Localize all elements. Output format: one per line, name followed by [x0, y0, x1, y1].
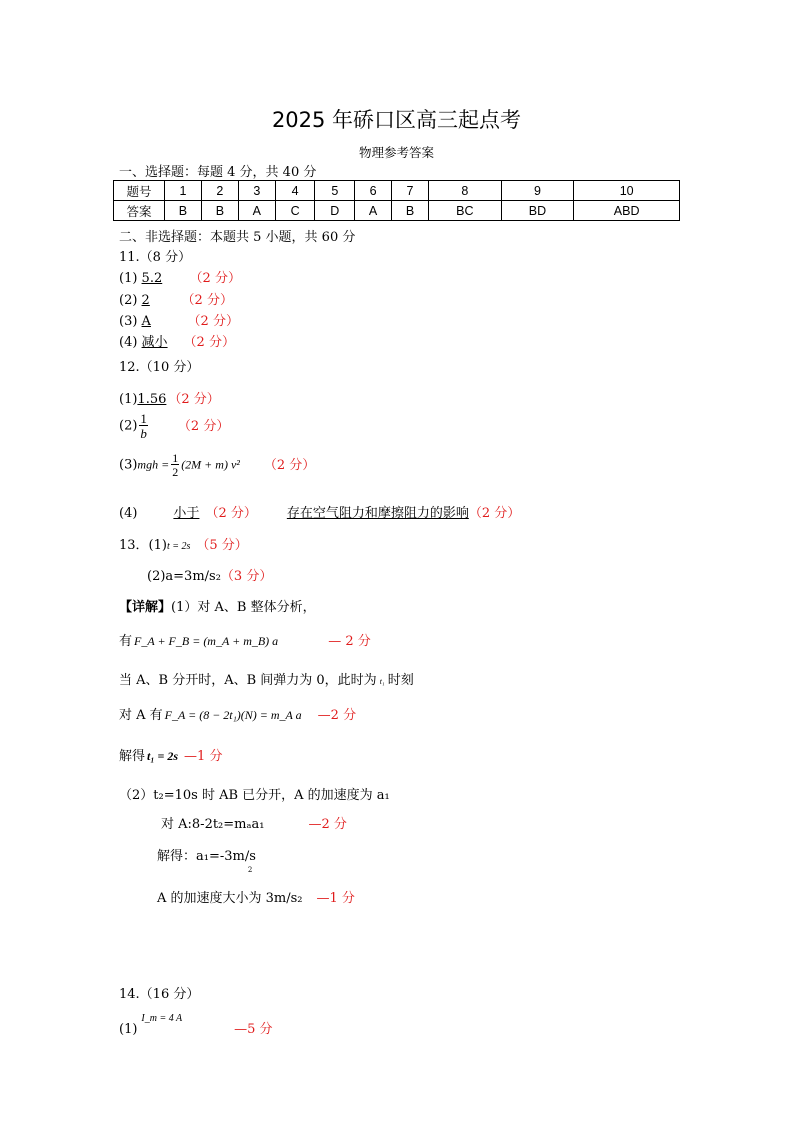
- equation-prefix: 对 A 有: [119, 708, 163, 723]
- table-cell: 5: [315, 181, 355, 201]
- answer-blank: 小于: [173, 506, 200, 521]
- q11-item-4: [119, 331, 235, 350]
- formula: t = 2s: [166, 541, 191, 552]
- table-cell: 2: [201, 181, 238, 201]
- score: （2 分）: [468, 506, 521, 521]
- equation: F_A = (8 − 2t₁)(N) = m_A a: [164, 708, 302, 722]
- page-subtitle: 物理参考答案: [358, 145, 434, 160]
- q13-part2-line-4: [157, 887, 355, 906]
- text: 对 A:8-2t₂=mₐa₁: [161, 817, 265, 832]
- score: （2 分）: [187, 314, 239, 329]
- q13-part2-line-3: [157, 845, 260, 874]
- table-cell: C: [275, 201, 315, 221]
- text: 解得：a₁=-3m/s: [157, 849, 256, 864]
- q11-title: 11.（8 分）: [119, 250, 192, 265]
- part-label: 13．(1): [119, 538, 167, 553]
- score: （2 分）: [181, 293, 233, 308]
- q14-part-1: [119, 1006, 273, 1036]
- part-label: (1): [119, 1022, 138, 1037]
- score: （2 分）: [183, 335, 235, 350]
- fraction-1-over-b: $\frac{1}{b}$: [140, 411, 147, 441]
- table-cell: ABD: [574, 201, 680, 221]
- section1-heading: 一、选择题：每题 4 分，共 40 分: [119, 165, 317, 180]
- q14-title: 14.（16 分）: [119, 987, 200, 1002]
- score: —1 分: [184, 749, 223, 764]
- answer-blank: A: [141, 314, 151, 329]
- q13-part2-line-1: （2）t₂=10s 时 AB 已分开，A 的加速度为 a₁: [119, 788, 390, 803]
- equation-prefix: 有: [119, 634, 133, 649]
- score: （2 分）: [168, 392, 220, 407]
- q12-part-3: [119, 452, 315, 478]
- text: 当 A、B 分开时，A、B 间弹力为 0，此时为: [119, 673, 377, 688]
- q11-item-2: [119, 289, 233, 308]
- q13-equation-3: [119, 745, 222, 764]
- q13-part-2: [147, 565, 272, 584]
- table-row-answers: [114, 201, 680, 221]
- score: （2 分）: [205, 506, 257, 521]
- q11-item-1: [119, 267, 241, 286]
- q12-part-4: [119, 502, 520, 521]
- answer-blank: 减小: [141, 335, 168, 350]
- q11-item-3: [119, 310, 239, 329]
- table-cell: A: [238, 201, 275, 221]
- q12-part-2: [119, 412, 229, 440]
- q13-part-1: [119, 534, 248, 553]
- part-label: (1): [119, 392, 138, 407]
- symbol-t1: t₁: [379, 677, 385, 686]
- table-cell: 4: [275, 181, 315, 201]
- formula: I_m = 4 A: [141, 1013, 183, 1024]
- score: （2 分）: [263, 457, 316, 473]
- score: —2 分: [317, 708, 357, 723]
- detail-label: 【详解】: [119, 600, 172, 615]
- part-label: (2): [119, 418, 138, 434]
- table-cell: 7: [392, 181, 429, 201]
- q13-equation-1: [119, 630, 371, 649]
- score: （5 分）: [196, 538, 248, 553]
- table-cell: A: [355, 201, 392, 221]
- table-cell: B: [392, 201, 429, 221]
- table-cell: BC: [429, 201, 502, 221]
- part-label: (3): [119, 457, 138, 473]
- table-cell: 8: [429, 181, 502, 201]
- q13-part2-line-2: [161, 813, 347, 832]
- score: （2 分）: [177, 418, 230, 434]
- q13-separation-line: [119, 669, 414, 688]
- superscript: 2: [247, 866, 253, 874]
- score: —1 分: [316, 891, 355, 906]
- item-label: (3): [119, 314, 142, 329]
- answer-blank: 存在空气阻力和摩擦阻力的影响: [286, 506, 469, 521]
- table-row-numbers: [114, 181, 680, 201]
- answer-blank: 1.56: [137, 392, 167, 407]
- answer-blank: 5.2: [141, 271, 163, 286]
- item-label: (4): [119, 335, 142, 350]
- table-cell: 3: [238, 181, 275, 201]
- equation-prefix: 解得: [119, 749, 146, 764]
- table-cell: 6: [355, 181, 392, 201]
- answer-text: (2)a=3m/s₂: [147, 569, 221, 584]
- score: —2 分: [308, 817, 347, 832]
- item-label: (2): [119, 293, 142, 308]
- fraction-half: $\frac{1}{2}$: [172, 451, 179, 479]
- table-cell: B: [165, 201, 202, 221]
- answer-table: [113, 180, 680, 221]
- table-cell: 9: [501, 181, 574, 201]
- text: A 的加速度大小为 3m/s₂: [157, 891, 303, 906]
- detail-text: (1）对 A、B 整体分析，: [171, 600, 316, 615]
- table-cell: B: [201, 201, 238, 221]
- score: （3 分）: [220, 569, 273, 584]
- table-cell: D: [315, 201, 355, 221]
- table-header-cell: 答案: [114, 201, 165, 221]
- text: 时刻: [387, 673, 414, 688]
- q13-detail-heading: [119, 596, 316, 615]
- equation: t₁ = 2s: [147, 749, 179, 763]
- section2-heading: 二、非选择题：本题共 5 小题，共 60 分: [119, 230, 356, 245]
- table-cell: 1: [165, 181, 202, 201]
- table-header-cell: 题号: [114, 181, 165, 201]
- equation: F_A + F_B = (m_A + m_B) a: [134, 634, 279, 648]
- page-title: 2025 年硚口区高三起点考: [271, 108, 522, 132]
- score: （2 分）: [189, 271, 241, 286]
- equation-rhs: (2M + m) v²: [181, 457, 240, 472]
- score: —5 分: [234, 1022, 273, 1037]
- score: — 2 分: [328, 634, 371, 649]
- table-cell: 10: [574, 181, 680, 201]
- q12-part-1: [119, 388, 220, 407]
- q12-title: 12.（10 分）: [119, 360, 200, 375]
- table-cell: BD: [501, 201, 574, 221]
- part-label: (4): [119, 506, 138, 521]
- answer-blank: 2: [141, 293, 150, 308]
- item-label: (1): [119, 271, 142, 286]
- q13-equation-2: [119, 704, 356, 723]
- equation-lhs: mgh =: [137, 457, 170, 472]
